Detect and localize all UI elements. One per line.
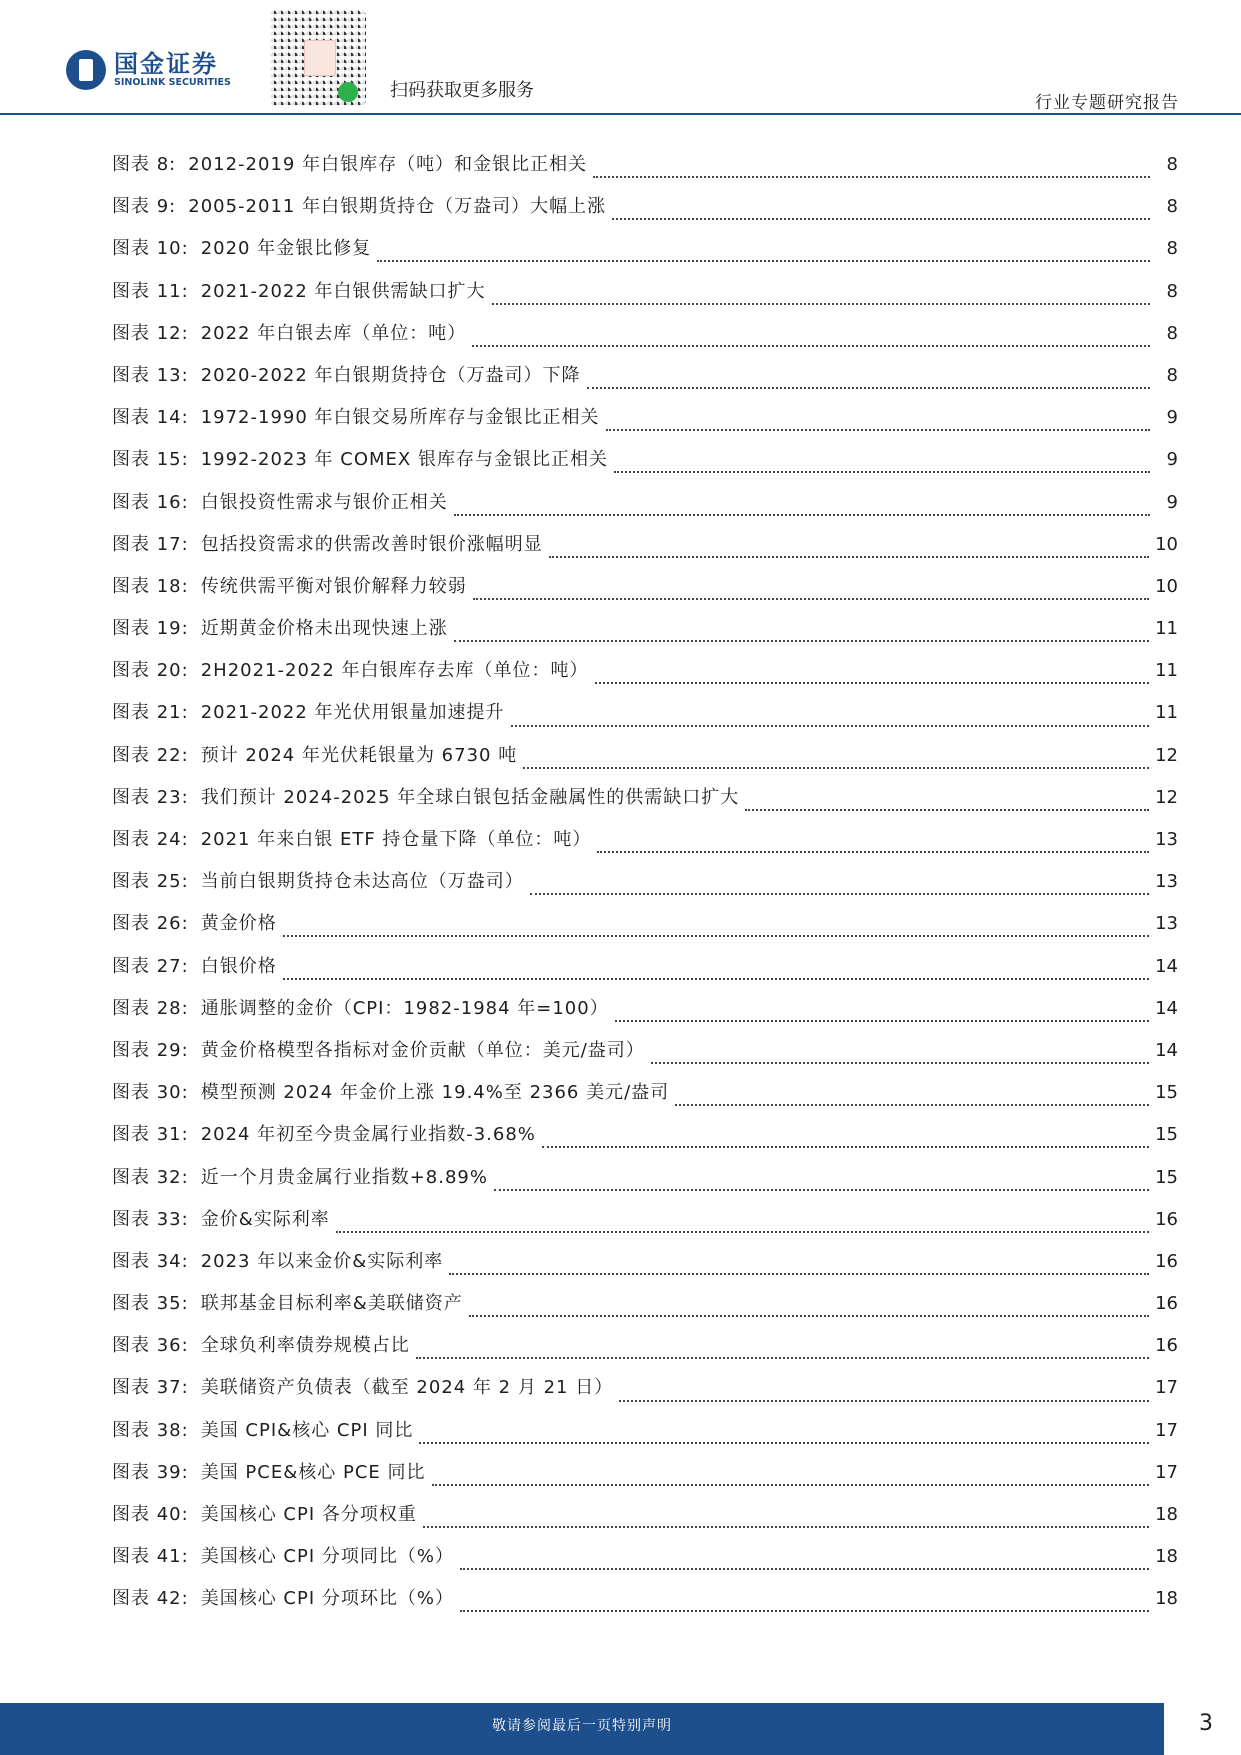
dot-leader [606, 429, 1150, 431]
toc-entry-page: 16 [1155, 1250, 1178, 1272]
toc-entry-title: 联邦基金目标利率&美联储资产 [200, 1293, 463, 1315]
toc-entry-page: 16 [1155, 1208, 1178, 1230]
header-divider [0, 113, 1241, 115]
toc-entry-title: 包括投资需求的供需改善时银价涨幅明显 [200, 533, 543, 555]
toc-entry-page: 17 [1155, 1461, 1178, 1483]
toc-entry-title: 2023 年以来金价&实际利率 [200, 1250, 444, 1272]
toc-entry-title: 2021 年来白银 ETF 持仓量下降（单位：吨） [200, 829, 592, 850]
report-type-label: 行业专题研究报告 [1035, 93, 1179, 113]
toc-entry[interactable] [112, 1331, 1178, 1373]
toc-entry-page: 16 [1155, 1293, 1178, 1315]
toc-entry-title: 2020-2022 年白银期货持仓（万盎司）下降 [200, 364, 581, 386]
dot-leader [283, 935, 1149, 937]
toc-entry-label: 图表 11: [112, 280, 189, 302]
toc-entry-label: 图表 41: [112, 1546, 189, 1568]
toc-entry-label: 图表 39: [112, 1461, 189, 1483]
dot-leader [494, 1189, 1149, 1191]
toc-entry-page: 14 [1155, 955, 1178, 977]
company-logo [66, 50, 231, 90]
toc-entry[interactable] [112, 277, 1178, 319]
toc-entry-title: 全球负利率债券规模占比 [200, 1335, 410, 1357]
toc-entry-page: 18 [1155, 1588, 1178, 1610]
toc-entry-title: 传统供需平衡对银价解释力较弱 [200, 575, 467, 597]
toc-entry-title: 美国核心 CPI 各分项权重 [200, 1504, 417, 1525]
dot-leader [423, 1526, 1149, 1528]
toc-entry-page: 18 [1155, 1546, 1178, 1568]
toc-entry-label: 图表 35: [112, 1293, 189, 1315]
toc-entry-label: 图表 36: [112, 1335, 189, 1357]
toc-entry-title: 2012-2019 年白银库存（吨）和金银比正相关 [188, 154, 588, 175]
toc-entry-label: 图表 38: [112, 1419, 189, 1441]
toc-entry-title: 黄金价格模型各指标对金价贡献（单位：美元/盎司） [200, 1039, 645, 1061]
toc-entry[interactable] [112, 909, 1178, 951]
toc-entry-label: 图表 32: [112, 1166, 189, 1188]
toc-entry-label: 图表 30: [112, 1082, 189, 1104]
dot-leader [419, 1442, 1149, 1444]
toc-entry[interactable] [112, 656, 1178, 698]
toc-entry-label: 图表 16: [112, 491, 189, 513]
dot-leader [597, 851, 1149, 853]
dot-leader [587, 387, 1150, 389]
toc-entry-title: 2021-2022 年光伏用银量加速提升 [200, 702, 505, 724]
dot-leader [595, 682, 1150, 684]
toc-entry-label: 图表 15: [112, 449, 189, 471]
toc-entry-label: 图表 25: [112, 871, 189, 893]
toc-entry-title: 近一个月贵金属行业指数+8.89% [200, 1166, 488, 1188]
toc-entry[interactable] [112, 445, 1178, 487]
toc-entry-label: 图表 33: [112, 1208, 189, 1230]
toc-entry[interactable] [112, 192, 1178, 234]
table-of-figures [112, 150, 1178, 1627]
toc-entry-page: 11 [1155, 618, 1178, 640]
dot-leader [469, 1315, 1149, 1317]
toc-entry-title: 美国核心 CPI 分项环比（%） [200, 1588, 454, 1610]
toc-entry-title: 金价&实际利率 [200, 1208, 330, 1230]
qr-code-icon[interactable] [270, 10, 366, 106]
dot-leader [615, 1020, 1149, 1022]
toc-entry-label: 图表 29: [112, 1039, 189, 1061]
toc-entry[interactable] [112, 488, 1178, 530]
toc-entry[interactable] [112, 1458, 1178, 1500]
toc-entry[interactable] [112, 698, 1178, 740]
toc-entry-label: 图表 40: [112, 1504, 189, 1525]
toc-entry-label: 图表 13: [112, 364, 189, 386]
toc-entry-page: 15 [1155, 1124, 1178, 1146]
toc-entry[interactable] [112, 1542, 1178, 1584]
toc-entry-page: 8 [1166, 364, 1178, 386]
toc-entry[interactable] [112, 614, 1178, 656]
toc-entry-page: 8 [1166, 322, 1178, 344]
dot-leader [542, 1146, 1149, 1148]
logo-chinese-name: 国金证券 [114, 50, 218, 78]
toc-entry-page: 10 [1155, 533, 1178, 555]
toc-entry[interactable] [112, 1416, 1178, 1458]
dot-leader [511, 725, 1150, 727]
toc-entry[interactable] [112, 1500, 1178, 1542]
toc-entry-title: 通胀调整的金价（CPI：1982-1984 年=100） [200, 997, 609, 1019]
dot-leader [416, 1357, 1149, 1359]
toc-entry-page: 10 [1155, 575, 1178, 597]
toc-entry-title: 近期黄金价格未出现快速上涨 [200, 618, 448, 640]
toc-entry-label: 图表 10: [112, 238, 189, 260]
toc-entry[interactable] [112, 825, 1178, 867]
toc-entry-label: 图表 14: [112, 407, 189, 429]
toc-entry-title: 白银投资性需求与银价正相关 [200, 491, 448, 513]
logo-english-name: SINOLINK SECURITIES [114, 77, 231, 88]
toc-entry-page: 9 [1166, 407, 1178, 429]
toc-entry[interactable] [112, 1584, 1178, 1626]
toc-entry-page: 8 [1166, 154, 1178, 175]
toc-entry-label: 图表 42: [112, 1588, 189, 1610]
dot-leader [593, 176, 1150, 178]
dot-leader [473, 598, 1149, 600]
toc-entry-title: 2024 年初至今贵金属行业指数-3.68% [200, 1124, 536, 1146]
toc-entry-title: 白银价格 [200, 955, 277, 977]
toc-entry-title: 当前白银期货持仓未达高位（万盎司） [200, 871, 524, 893]
dot-leader [460, 1568, 1149, 1570]
toc-entry-label: 图表 24: [112, 829, 189, 850]
dot-leader [530, 893, 1149, 895]
toc-entry-label: 图表 19: [112, 618, 189, 640]
toc-entry-title: 2021-2022 年白银供需缺口扩大 [200, 280, 486, 302]
toc-entry-label: 图表 21: [112, 702, 189, 724]
toc-entry[interactable] [112, 361, 1178, 403]
toc-entry[interactable] [112, 1120, 1178, 1162]
dot-leader [377, 260, 1150, 262]
dot-leader [745, 809, 1149, 811]
toc-entry-page: 17 [1155, 1377, 1178, 1399]
toc-entry-page: 8 [1166, 280, 1178, 302]
toc-entry[interactable] [112, 572, 1178, 614]
dot-leader [432, 1484, 1150, 1486]
toc-entry-page: 8 [1166, 238, 1178, 260]
toc-entry-title: 我们预计 2024-2025 年全球白银包括金融属性的供需缺口扩大 [200, 786, 740, 808]
scan-prompt: 扫码获取更多服务 [390, 80, 534, 101]
dot-leader [460, 1610, 1149, 1612]
toc-entry-label: 图表 28: [112, 997, 189, 1019]
dot-leader [283, 978, 1149, 980]
toc-entry-title: 2H2021-2022 年白银库存去库（单位：吨） [200, 660, 589, 682]
toc-entry-page: 12 [1155, 744, 1178, 766]
toc-entry-title: 预计 2024 年光伏耗银量为 6730 吨 [200, 744, 518, 766]
toc-entry[interactable] [112, 741, 1178, 783]
toc-entry-page: 12 [1155, 786, 1178, 808]
dot-leader [449, 1273, 1149, 1275]
toc-entry-title: 模型预测 2024 年金价上涨 19.4%至 2366 美元/盎司 [200, 1082, 670, 1104]
toc-entry[interactable] [112, 1373, 1178, 1415]
toc-entry[interactable] [112, 783, 1178, 825]
toc-entry[interactable] [112, 1078, 1178, 1120]
dot-leader [619, 1400, 1149, 1402]
toc-entry-label: 图表 27: [112, 955, 189, 977]
toc-entry-label: 图表 20: [112, 660, 189, 682]
toc-entry-label: 图表 26: [112, 913, 189, 935]
toc-entry-title: 1972-1990 年白银交易所库存与金银比正相关 [200, 407, 600, 429]
toc-entry-title: 美国核心 CPI 分项同比（%） [200, 1546, 454, 1568]
toc-entry-title: 1992-2023 年 COMEX 银库存与金银比正相关 [200, 449, 608, 471]
toc-entry[interactable] [112, 1205, 1178, 1247]
toc-entry-title: 美国 PCE&核心 PCE 同比 [200, 1461, 426, 1483]
toc-entry[interactable] [112, 994, 1178, 1036]
toc-entry-title: 2022 年白银去库（单位：吨） [200, 322, 467, 344]
dot-leader [472, 345, 1150, 347]
toc-entry-title: 美联储资产负债表（截至 2024 年 2 月 21 日） [200, 1377, 614, 1399]
toc-entry-page: 9 [1166, 491, 1178, 513]
toc-entry-label: 图表 34: [112, 1250, 189, 1272]
logo-icon [66, 50, 106, 90]
toc-entry-label: 图表 22: [112, 744, 189, 766]
toc-entry-page: 14 [1155, 1039, 1178, 1061]
toc-entry[interactable] [112, 952, 1178, 994]
toc-entry-label: 图表 31: [112, 1124, 189, 1146]
dot-leader [549, 556, 1149, 558]
toc-entry[interactable] [112, 1289, 1178, 1331]
toc-entry-page: 11 [1155, 660, 1178, 682]
toc-entry-label: 图表 18: [112, 575, 189, 597]
toc-entry-label: 图表 8: [112, 154, 177, 175]
toc-entry-page: 13 [1155, 913, 1178, 935]
dot-leader [492, 303, 1150, 305]
toc-entry-label: 图表 9: [112, 196, 177, 218]
dot-leader [651, 1062, 1149, 1064]
toc-entry-page: 8 [1166, 196, 1178, 218]
toc-entry-title: 2020 年金银比修复 [200, 238, 372, 260]
toc-entry-page: 18 [1155, 1504, 1178, 1525]
toc-entry-label: 图表 37: [112, 1377, 189, 1399]
dot-leader [675, 1104, 1149, 1106]
toc-entry[interactable] [112, 867, 1178, 909]
footer-disclaimer: 敬请参阅最后一页特别声明 [492, 1718, 672, 1734]
dot-leader [523, 767, 1149, 769]
toc-entry[interactable] [112, 403, 1178, 445]
toc-entry-page: 9 [1166, 449, 1178, 471]
page-header [0, 0, 1241, 118]
mini-program-badge-icon [338, 82, 358, 102]
toc-entry[interactable] [112, 234, 1178, 276]
toc-entry-label: 图表 12: [112, 322, 189, 344]
toc-entry-page: 11 [1155, 702, 1178, 724]
toc-entry-page: 15 [1155, 1166, 1178, 1188]
toc-entry-page: 15 [1155, 1082, 1178, 1104]
toc-entry-page: 13 [1155, 829, 1178, 850]
toc-entry-page: 14 [1155, 997, 1178, 1019]
dot-leader [336, 1231, 1149, 1233]
toc-entry-label: 图表 23: [112, 786, 189, 808]
toc-entry[interactable] [112, 1247, 1178, 1289]
qr-center-logo-icon [304, 40, 336, 76]
dot-leader [454, 640, 1149, 642]
dot-leader [614, 471, 1150, 473]
toc-entry-page: 16 [1155, 1335, 1178, 1357]
toc-entry-title: 黄金价格 [200, 913, 277, 935]
toc-entry-page: 17 [1155, 1419, 1178, 1441]
toc-entry-page: 13 [1155, 871, 1178, 893]
toc-entry[interactable] [112, 150, 1178, 192]
toc-entry[interactable] [112, 319, 1178, 361]
dot-leader [454, 514, 1150, 516]
page-number: 3 [1199, 1711, 1213, 1736]
toc-entry[interactable] [112, 1036, 1178, 1078]
toc-entry[interactable] [112, 530, 1178, 572]
dot-leader [612, 218, 1150, 220]
toc-entry-title: 美国 CPI&核心 CPI 同比 [200, 1419, 414, 1441]
toc-entry-title: 2005-2011 年白银期货持仓（万盎司）大幅上涨 [188, 196, 607, 218]
toc-entry-label: 图表 17: [112, 533, 189, 555]
toc-entry[interactable] [112, 1163, 1178, 1205]
